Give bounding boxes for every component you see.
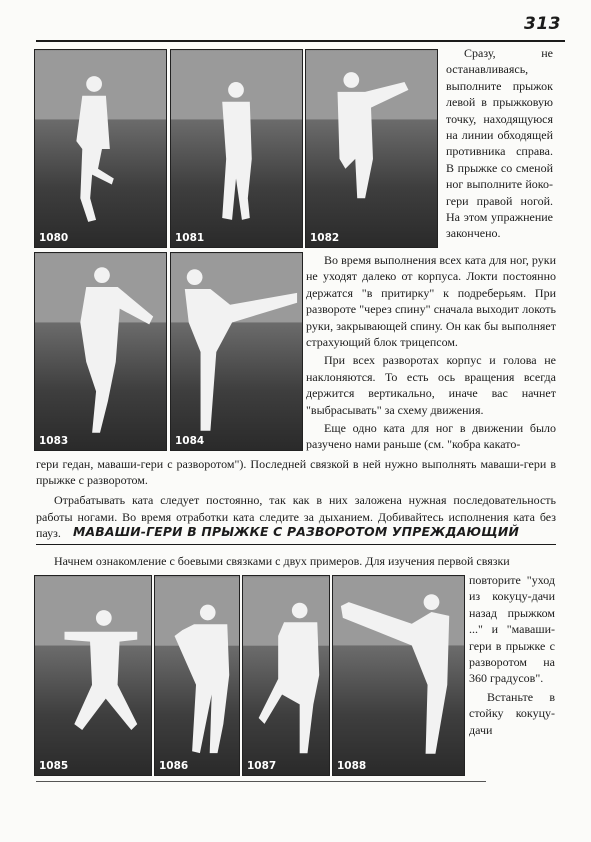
- photo-1081-label: 1081: [175, 232, 205, 244]
- photo-1085-figure: [35, 576, 151, 775]
- photo-1085: [34, 575, 152, 776]
- photo-1088: [332, 575, 465, 776]
- page-number: 313: [524, 14, 561, 34]
- paragraph-kata-reference: Еще одно ката для ног в движении было разучено нами раньше (см. "кобра какато-: [306, 421, 556, 452]
- header-rule: [36, 40, 565, 42]
- photo-1083-figure: [35, 253, 166, 450]
- photo-1082-label: 1082: [310, 232, 340, 244]
- photo-1081-figure: [171, 50, 302, 247]
- paragraph-kata-reference-cont: гери гедан, маваши-гери с разворотом"). Последней связкой в ней нужно выполнять маваши-гери в прыжке с разворотом.: [36, 457, 556, 488]
- paragraph-stance: Встаньте в стойку кокуцу-дачи: [469, 689, 555, 737]
- photo-1080-figure: [35, 50, 166, 247]
- photo-1083-label: 1083: [39, 435, 69, 447]
- photo-1087-label: 1087: [247, 760, 277, 772]
- paragraph-jump-yoko-geri: Сразу, не останавливаясь, выполните прыжок левой в прыжковую точку, находящуюся на линии обходящей противника справа. В прыжке со сменой ног выполните йоко-гери правой ногой. На этом упражнение закончено.: [446, 46, 553, 241]
- photo-1082: [305, 49, 438, 248]
- photo-1082-figure: [306, 50, 437, 247]
- photo-1088-figure: [333, 576, 464, 775]
- photo-1086-label: 1086: [159, 760, 189, 772]
- photo-1084-label: 1084: [175, 435, 205, 447]
- photo-1084-figure: [171, 253, 302, 450]
- right-column-text-2: [469, 572, 555, 738]
- photo-1080-label: 1080: [39, 232, 69, 244]
- photo-1084: [170, 252, 303, 451]
- paragraph-kata-practice: Отрабатывать ката следует постоянно, так как в них заложена нужная последовательность работы ногами. Во время отработки ката следите за дыханием. Добивайтесь исполнения ката без пауз.: [36, 493, 556, 540]
- right-column-text-1: [446, 45, 553, 242]
- photo-1083: [34, 252, 167, 451]
- photo-1080: [34, 49, 167, 248]
- paragraph-repeat-moves: повторите "уход из кокуцу-дачи назад прыжком ..." и "маваши-гери в прыжке с разворотом на 360 градусов".: [469, 573, 555, 686]
- photo-1086-figure: [155, 576, 239, 775]
- photo-1087-figure: [243, 576, 329, 775]
- section-rule: [36, 544, 556, 545]
- paragraph-hands-position: Во время выполнения всех ката для ног, руки не уходят далеко от корпуса. Локти постоянно держатся "в притирку" к подреберьям. При развороте "через спину" сначала выходит локоть руки, закрывающей спину. Он как бы выполняет страхующий блок трицепсом.: [306, 253, 556, 350]
- section-title: МАВАШИ-ГЕРИ В ПРЫЖКЕ С РАЗВОРОТОМ УПРЕЖДАЮЩИЙ: [72, 524, 520, 539]
- photo-1086: [154, 575, 240, 776]
- photo-1085-label: 1085: [39, 760, 69, 772]
- section-intro: [36, 553, 556, 569]
- footer-rule: [36, 781, 486, 782]
- paragraph-intro: Начнем ознакомление с боевыми связками с двух примеров. Для изучения первой связки: [54, 554, 510, 568]
- photo-1087: [242, 575, 330, 776]
- middle-text-block: [306, 252, 556, 453]
- paragraph-rotation-axis: При всех разворотах корпус и голова не наклоняются. То есть ось вращения всегда держится вертикально, иначе вас начнет "выбрасывать" за схему движения.: [306, 353, 556, 417]
- photo-1088-label: 1088: [337, 760, 367, 772]
- photo-1081: [170, 49, 303, 248]
